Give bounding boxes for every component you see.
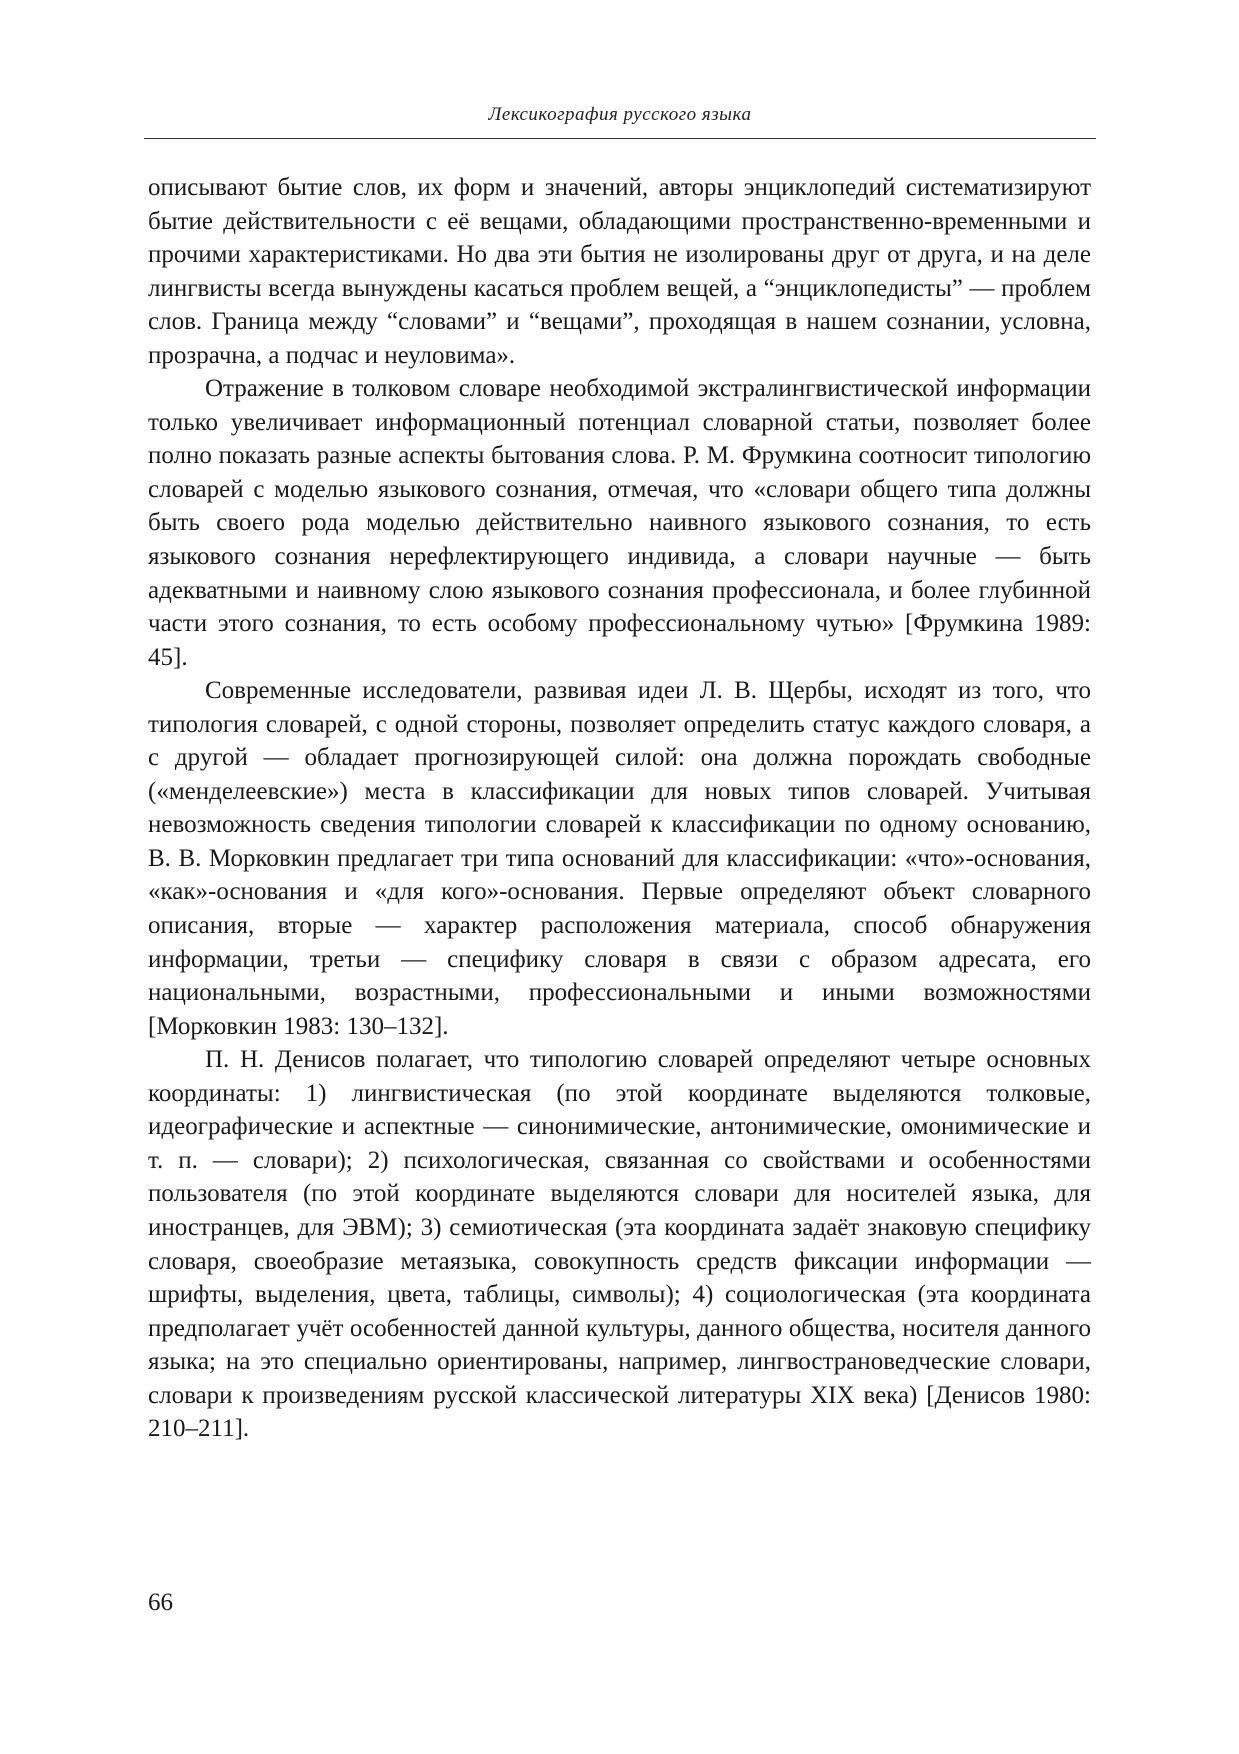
paragraph-morkovkin: Современные исследователи, развивая идеи Л. В. Щербы, исходят из того, что типология словарей, с одной стороны, позволяет определить статус каждого словаря, а с другой — обладает прогнозирующей силой: она должна порождать свободные («менделеевские») места в классификации для новых типов словарей. Учитывая невозможность сведения типологии словарей к классификации по одному основанию, В. В. Морковкин предлагает три типа оснований для классификации: «что»-основания, «как»-основания и «для кого»-основания. Первые определяют объект словарного описания, вторые — характер расположения материала, способ обнаружения информации, третьи — специфику словаря в связи с образом адресата, его национальными, возрастными, профессиональными и иными возможностями [Морковкин 1983: 130–132].	[148, 677, 1091, 1040]
body-text	[148, 171, 1091, 1446]
paragraph-continuation: описывают бытие слов, их форм и значений, авторы энциклопедий систематизируют бытие действительности с её вещами, обладающими пространственно-временными и прочими характеристиками. Но два эти бытия не изолированы друг от друга, и на деле лингвисты всегда вынуждены касаться проблем вещей, а “энциклопедисты” — проблем слов. Граница между “словами” и “вещами”, проходящая в нашем сознании, условна, прозрачна, а подчас и неуловима».	[148, 174, 1091, 369]
header-rule	[144, 138, 1096, 139]
paragraph-denisov: П. Н. Денисов полагает, что типологию словарей определяют четыре основных координаты: 1) лингвистическая (по этой координате выделяются толковые, идеографические и аспектные — синонимические, антонимические, омонимические и т. п. — словари); 2) психологическая, связанная со свойствами и особенностями пользователя (по этой координате выделяются словари для носителей языка, для иностранцев, для ЭВМ); 3) семиотическая (эта координата задаёт знаковую специфику словаря, своеобразие метаязыка, совокупность средств фиксации информации — шрифты, выделения, цвета, таблицы, символы); 4) социологическая (эта координата предполагает учёт особенностей данной культуры, данного общества, носителя данного языка; на это специально ориентированы, например, лингвострановедческие словари, словари к произведениям русской классической литературы XIX века) [Денисов 1980: 210–211].	[148, 1046, 1091, 1443]
paragraph-frumkina: Отражение в толковом словаре необходимой экстралингвистической информации только увеличивает информационный потенциал словарной статьи, позволяет более полно показать разные аспекты бытования слова. Р. М. Фрумкина соотносит типологию словарей с моделью языкового сознания, отмечая, что «словари общего типа должны быть своего рода моделью действительно наивного языкового сознания, то есть языкового сознания нерефлектирующего индивида, а словари научные — быть адекватными и наивному слою языкового сознания профессионала, и более глубинной части этого сознания, то есть особому профессиональному чутью» [Фрумкина 1989: 45].	[148, 375, 1091, 671]
running-header: Лексикография русского языка	[488, 104, 752, 125]
page-number: 66	[148, 1589, 173, 1616]
